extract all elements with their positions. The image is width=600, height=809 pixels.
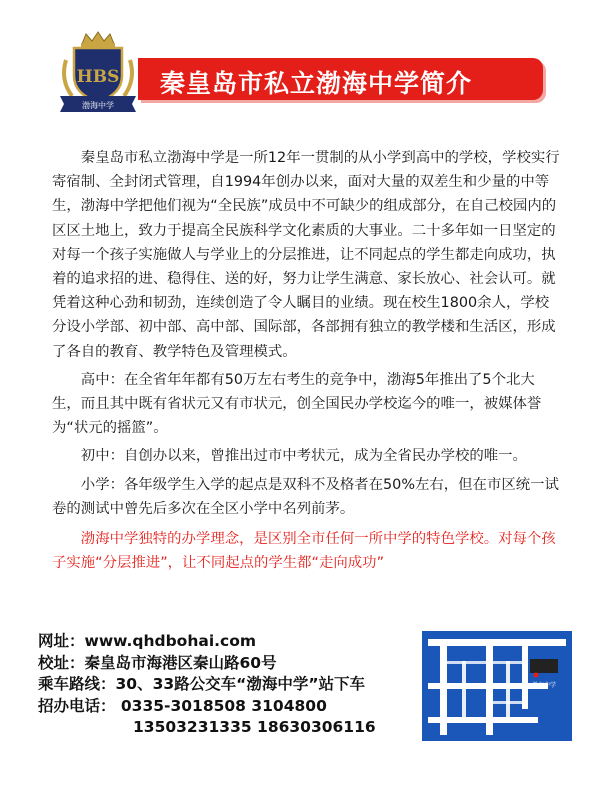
map-school-label: 渤海中学 [531,682,557,689]
primary-school-paragraph: 小学：各年级学生入学的起点是双科不及格者在50%左右，但在市区统一试卷的测试中曾先后多次在全区小学中名列前茅。 [52,476,559,517]
high-school-paragraph: 高中：在全省年年都有50万左右考生的竞争中，渤海5年推出了5个北大生，而且其中既有省状元又有市状元，创全国民办学校迄今的唯一，被媒体誉为“状元的摇篮”。 [52,371,542,437]
title-banner [138,58,543,100]
page-title: 秦皇岛市私立渤海中学简介 [160,69,473,98]
intro-body [52,146,562,575]
school-emblem-icon [52,30,144,112]
phone-line: 招办电话： 0335-3018508 3104800 [38,696,327,715]
logo-monogram: HBS [76,67,120,87]
location-map [422,631,572,741]
logo-caption: 渤海中学 [82,101,114,110]
phone-line-mobile: 13503231335 18630306116 [133,718,376,736]
address-line: 校址：秦皇岛市海港区秦山路60号 [38,653,277,672]
contact-info [38,631,376,739]
bus-route-line: 乘车路线：30、33路公交车“渤海中学”站下车 [38,675,366,693]
website-line[interactable]: 网址：www.qhdbohai.com [38,632,257,650]
school-logo [52,30,144,112]
philosophy-highlight: 渤海中学独特的办学理念，是区别全市任何一所中学的特色学校。对每个孩子实施“分层推进”，让不同起点的学生都“走向成功” [52,531,556,572]
intro-paragraph: 秦皇岛市私立渤海中学是一所12年一贯制的从小学到高中的学校，学校实行寄宿制、全封闭式管理，自1994年创办以来，面对大量的双差生和少量的中等生，渤海中学把他们视为“全民族”成员中不可缺少的组成部分，在自己校园内的区区土地上，致力于提高全民族科学文化素质的大事业。二十多年如一日坚定的对每一个孩子实施做人与学业上的分层推进，让不同起点的学生都走向成功，执着的追求招的进、稳得住、送的好，努力让学生满意、家长放心、社会认可。就凭着这种心劲和韧劲，连续创造了令人瞩目的业绩。现在校生1800余人，学校分设小学部、初中部、高中部、国际部，各部拥有独立的教学楼和生活区，形成了各自的教育、教学特色及管理模式。 [52,150,560,360]
map-graphic [422,631,572,741]
school-location-icon [530,659,558,673]
middle-school-paragraph: 初中：自创办以来，曾推出过市中考状元，成为全省民办学校的唯一。 [80,448,527,465]
